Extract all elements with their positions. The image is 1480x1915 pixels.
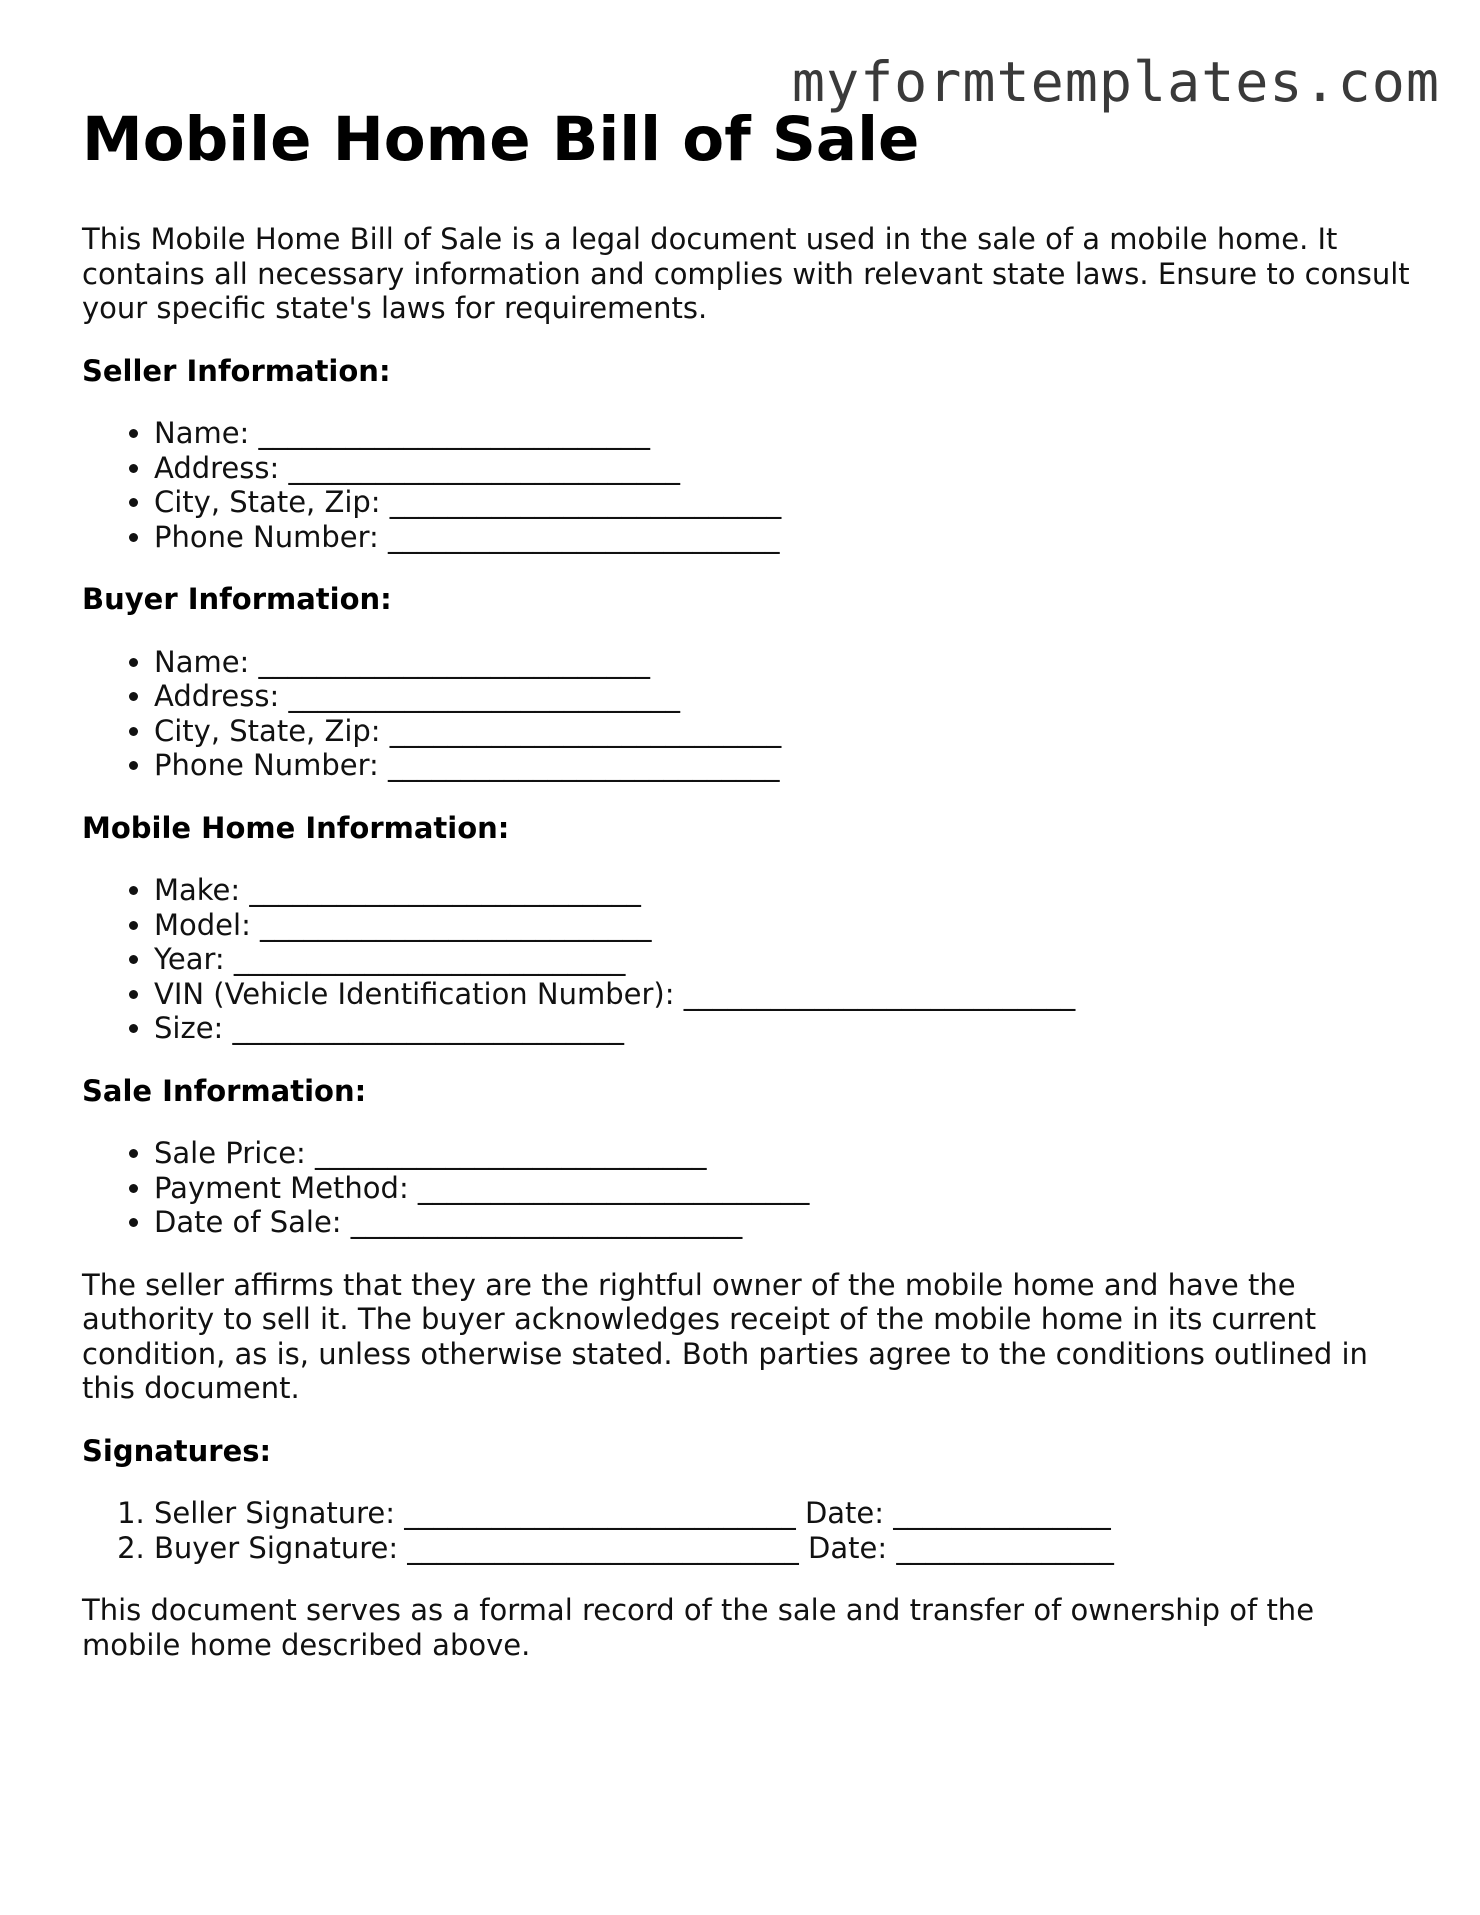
sale-heading: Sale Information:	[82, 1073, 367, 1108]
payment-method-field: • Payment Method: ___________________________	[154, 1171, 1412, 1206]
seller-name-field: • Name: ___________________________	[154, 416, 1412, 451]
seller-signature-line: 1. Seller Signature: ___________________________ Date: _______________	[154, 1496, 1412, 1531]
signatures-heading: Signatures:	[82, 1433, 272, 1468]
size-field: • Size: ___________________________	[154, 1011, 1412, 1046]
page-title: Mobile Home Bill of Sale	[82, 104, 920, 175]
buyer-signature-line: 2. Buyer Signature: ___________________________ Date: _______________	[154, 1531, 1412, 1566]
closing-paragraph: This document serves as a formal record of the sale and transfer of ownership of the mobile home described above.	[82, 1593, 1315, 1662]
buyer-phone-field: • Phone Number: ___________________________	[154, 748, 1412, 783]
watermark: myformtemplates.com	[791, 50, 1440, 114]
make-field: • Make: ___________________________	[154, 873, 1412, 908]
seller-city-state-zip-field: • City, State, Zip: ___________________________	[154, 485, 1412, 520]
buyer-address-field: • Address: ___________________________	[154, 679, 1412, 714]
sale-price-field: • Sale Price: ___________________________	[154, 1136, 1412, 1171]
mobile-home-heading: Mobile Home Information:	[82, 810, 510, 845]
year-field: • Year: ___________________________	[154, 942, 1412, 977]
seller-fields-list	[82, 416, 1412, 554]
buyer-fields-list	[82, 645, 1412, 783]
intro-paragraph: This Mobile Home Bill of Sale is a legal document used in the sale of a mobile home. It contains all necessary information and complies with relevant state laws. Ensure to consult your specific state's laws for requirements.	[82, 222, 1410, 325]
seller-heading: Seller Information:	[82, 353, 391, 388]
mobile-home-fields-list	[82, 873, 1412, 1046]
document-page	[82, 100, 1412, 1690]
vin-field: • VIN (Vehicle Identification Number): ___________________________	[154, 977, 1412, 1012]
buyer-name-field: • Name: ___________________________	[154, 645, 1412, 680]
buyer-city-state-zip-field: • City, State, Zip: ___________________________	[154, 714, 1412, 749]
signatures-list	[82, 1496, 1412, 1565]
seller-phone-field: • Phone Number: ___________________________	[154, 520, 1412, 555]
sale-fields-list	[82, 1136, 1412, 1240]
affirmation-paragraph: The seller affirms that they are the rightful owner of the mobile home and have the authority to sell it. The buyer acknowledges receipt of the mobile home in its current condition, as is, unless otherwise stated. Both parties agree to the conditions outlined in this document.	[82, 1267, 1368, 1405]
buyer-heading: Buyer Information:	[82, 582, 392, 616]
date-of-sale-field: • Date of Sale: ___________________________	[154, 1205, 1412, 1240]
seller-address-field: • Address: ___________________________	[154, 451, 1412, 486]
model-field: • Model: ___________________________	[154, 908, 1412, 943]
